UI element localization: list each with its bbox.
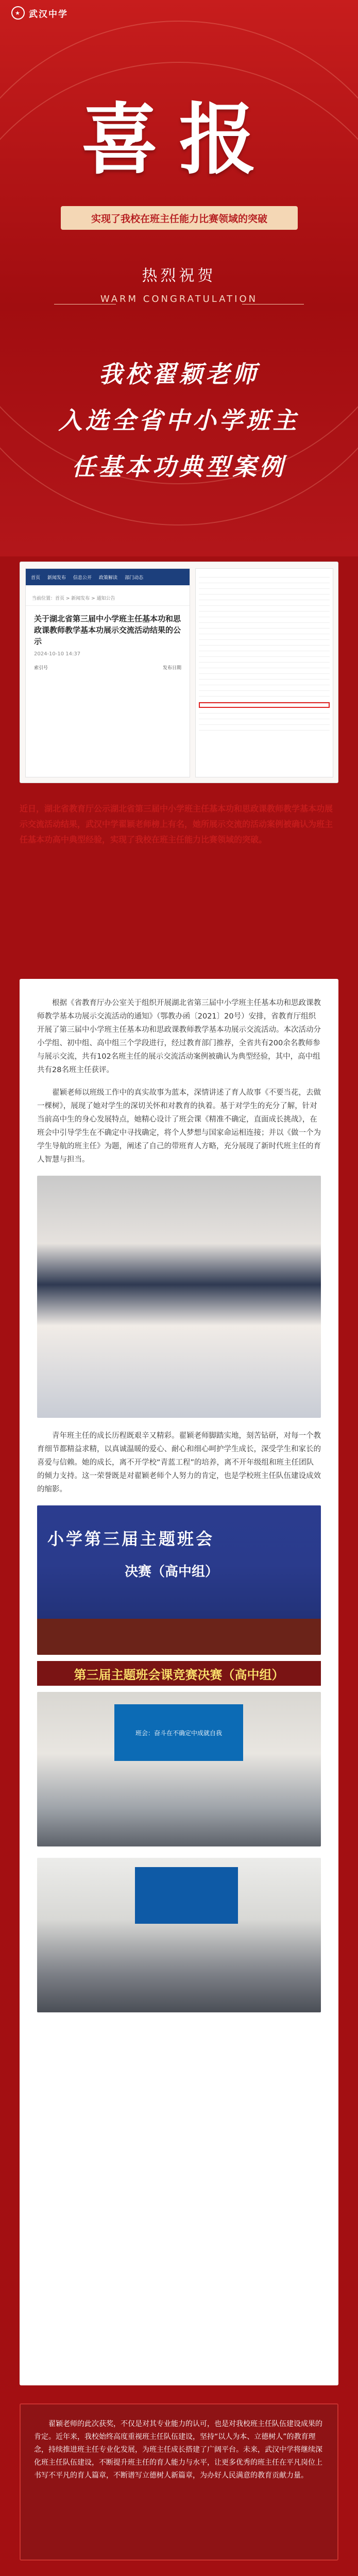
school-logo: ★ 武汉中学 [11,6,68,20]
announcement-screenshot [20,562,338,783]
hero-title: 喜报 [81,94,277,185]
competition-banner: 第三届主题班会课竞赛决赛（高中组） [37,1661,321,1686]
headline-line-3: 任基本功典型案例 [72,453,286,481]
school-seal-icon: ★ [11,6,25,20]
classroom-photo-2 [37,1858,321,2012]
announcement-title: 关于湖北省第三届中小学班主任基本功和思政课教师教学基本功展示交流活动结果的公示 [34,614,181,646]
paragraph-3: 青年班主任的成长历程既艰辛又精彩。翟颖老师脚踏实地，刻苦钻研，对每一个教育细节都精益求精，以真诚温暖的爱心、耐心和细心呵护学生成长，深受学生和家长的喜爱与信赖。她的成长，离不开学校“青蓝工程”的培养，离不开年级组和班主任团队的倾力支持。这一荣誉既是对翟颖老师个人努力的肯定，也是学校班主任队伍建设成效的缩影。 [37,1432,321,1494]
website-screenshot [25,568,190,777]
announcement-date: 2024-10-10 14:37 [34,651,81,657]
headline-line-2: 入选全省中小学班主 [58,406,300,434]
paragraph-1: 根据《省教育厅办公室关于组织开展湖北省第三届中小学班主任基本功和思政课教师教学基本功展示交流活动的通知》（鄂教办函〔2021〕20号）安排，省教育厅组织开展了第三届中小学班主任基本功和思政课教师教学基本功展示交流活动。本次活动分小学组、初中组、高中组三个学段进行，经过教育部门推荐，全省共有200余名教师参与展示交流，共有102名班主任的展示交流活动案例被确认为典型经验，其中，高中组共有28名班主任获评。 [37,999,321,1074]
closing-paragraph: 翟颖老师的此次获奖，不仅是对其专业能力的认可，也是对我校班主任队伍建设成果的肯定。近年来，我校始终高度重视班主任队伍建设，坚持“以人为本、立德树人”的教育理念，持续推进班主任专业化发展，为班主任成长搭建了广阔平台。未来，武汉中学将继续深化班主任队伍建设，不断提升班主任的育人能力与水平，让更多优秀的班主任在平凡岗位上书写不平凡的育人篇章，不断谱写立德树人新篇章，为办好人民满意的教育贡献力量。 [34,2420,322,2480]
group-photo [37,1176,321,1418]
intro-red-text: 近日，湖北省教育厅公示湖北省第三届中小学班主任基本功和思政课教师教学基本功展示交流活动结果，武汉中学翟颖老师榜上有名，她所展示交流的活动案例被确认为班主任基本功高中典型经验，实现了我校在班主任能力比赛领域的突破。 [20,804,333,844]
closing-section [20,2403,338,2561]
stage-photo: 小学第三届主题班会 决赛（高中组） [37,1505,321,1655]
highlighted-row [199,702,330,708]
congrats-heading: 热烈祝贺 [142,267,216,285]
hero-subtitle: 实现了我校在班主任能力比赛领域的突破 [61,206,298,230]
article-body [20,979,338,2385]
website-nav: 首页 新闻发布 信息公开 政策解读 部门动态 [26,569,190,585]
paragraph-2: 翟颖老师以班级工作中的真实故事为蓝本，深情讲述了育人故事《不要当花，去做一棵树》，展现了她对学生的深切关怀和对教育的执着。基于对学生的充分了解，针对当前高中生的身心发展特点，她精心设计了班会课《精准不确定，直面成长挑战》，在班会中引导学生在不确定中寻找确定，将个人梦想与国家命运相连接；并以《做一个为学生导航的班主任》为题，阐述了自己的带班育人方略，充分展现了新时代班主任的育人智慧与担当。 [37,1089,321,1164]
congrats-english: WARM CONGRATULATION [100,294,258,304]
headline-line-1: 我校翟颖老师 [98,360,260,388]
lantern-decoration [0,2571,358,2576]
hero-banner [0,0,358,556]
announcement-meta: 索引号 发布日期 [34,666,181,671]
result-table-screenshot [195,568,333,777]
classroom-photo-1: 班会：奋斗在不确定中成就自我 [37,1692,321,1846]
breadcrumb: 当前位置：首页 > 新闻发布 > 通知公告 [26,585,190,606]
